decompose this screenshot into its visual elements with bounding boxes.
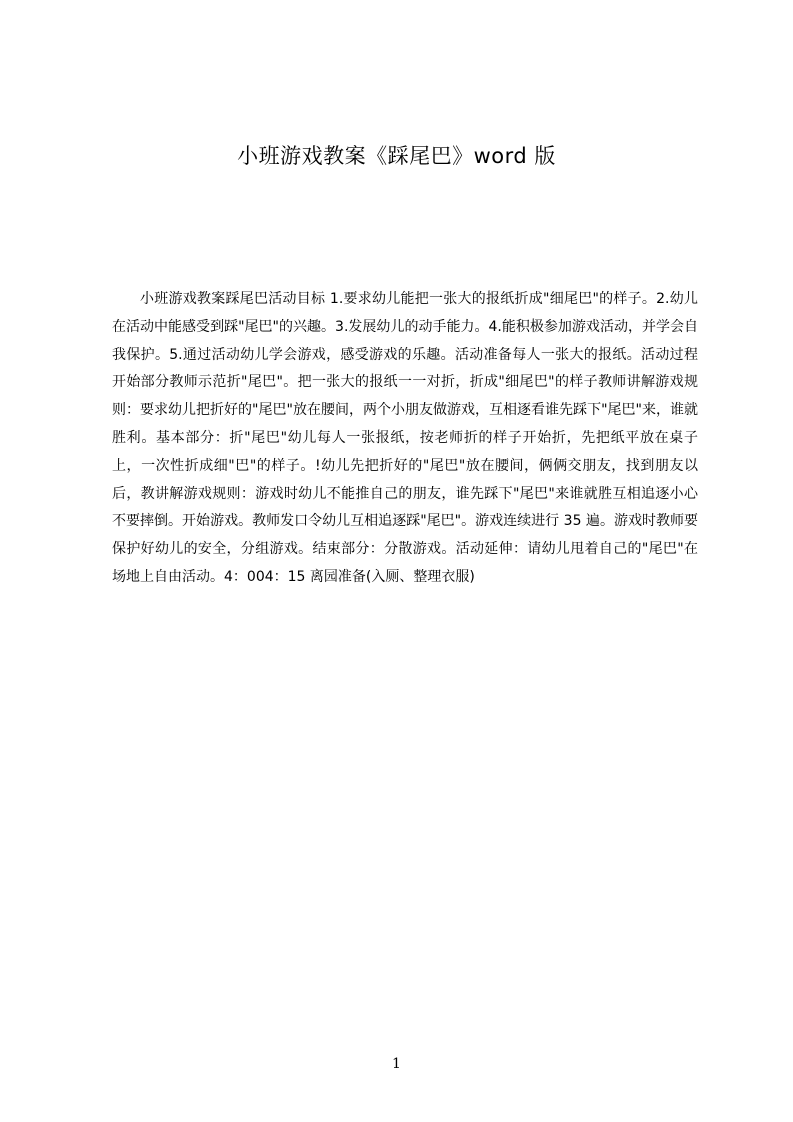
document-title: 小班游戏教案《踩尾巴》word 版 (237, 144, 556, 168)
document-body-paragraph: 小班游戏教案踩尾巴活动目标 1.要求幼儿能把一张大的报纸折成"细尾巴"的样子。2.幼儿在活动中能感受到踩"尾巴"的兴趣。3.发展幼儿的动手能力。4.能积极参加游戏活动，并学会自我保护。5.通过活动幼儿学会游戏，感受游戏的乐趣。活动准备每人一张大的报纸。活动过程开始部分教师示范折"尾巴"。把一张大的报纸一一对折，折成"细尾巴"的样子教师讲解游戏规则：要求幼儿把折好的"尾巴"放在腰间，两个小朋友做游戏，互相逐看谁先踩下"尾巴"来，谁就胜利。基本部分：折"尾巴"幼儿每人一张报纸，按老师折的样子开始折，先把纸平放在桌子上，一次性折成细"巴"的样子。!幼儿先把折好的"尾巴"放在腰间，俩俩交朋友，找到朋友以后，教讲解游戏规则：游戏时幼儿不能推自己的朋友，谁先踩下"尾巴"来谁就胜互相追逐小心不要摔倒。开始游戏。教师发口令幼儿互相追逐踩"尾巴"。游戏连续进行 35 遍。游戏时教师要保护好幼儿的安全，分组游戏。结束部分：分散游戏。活动延伸：请幼儿甩着自己的"尾巴"在场地上自由活动。4：004：15 离园准备(入厕、整理衣服) (112, 291, 698, 585)
page-number: 1 (392, 1056, 401, 1072)
